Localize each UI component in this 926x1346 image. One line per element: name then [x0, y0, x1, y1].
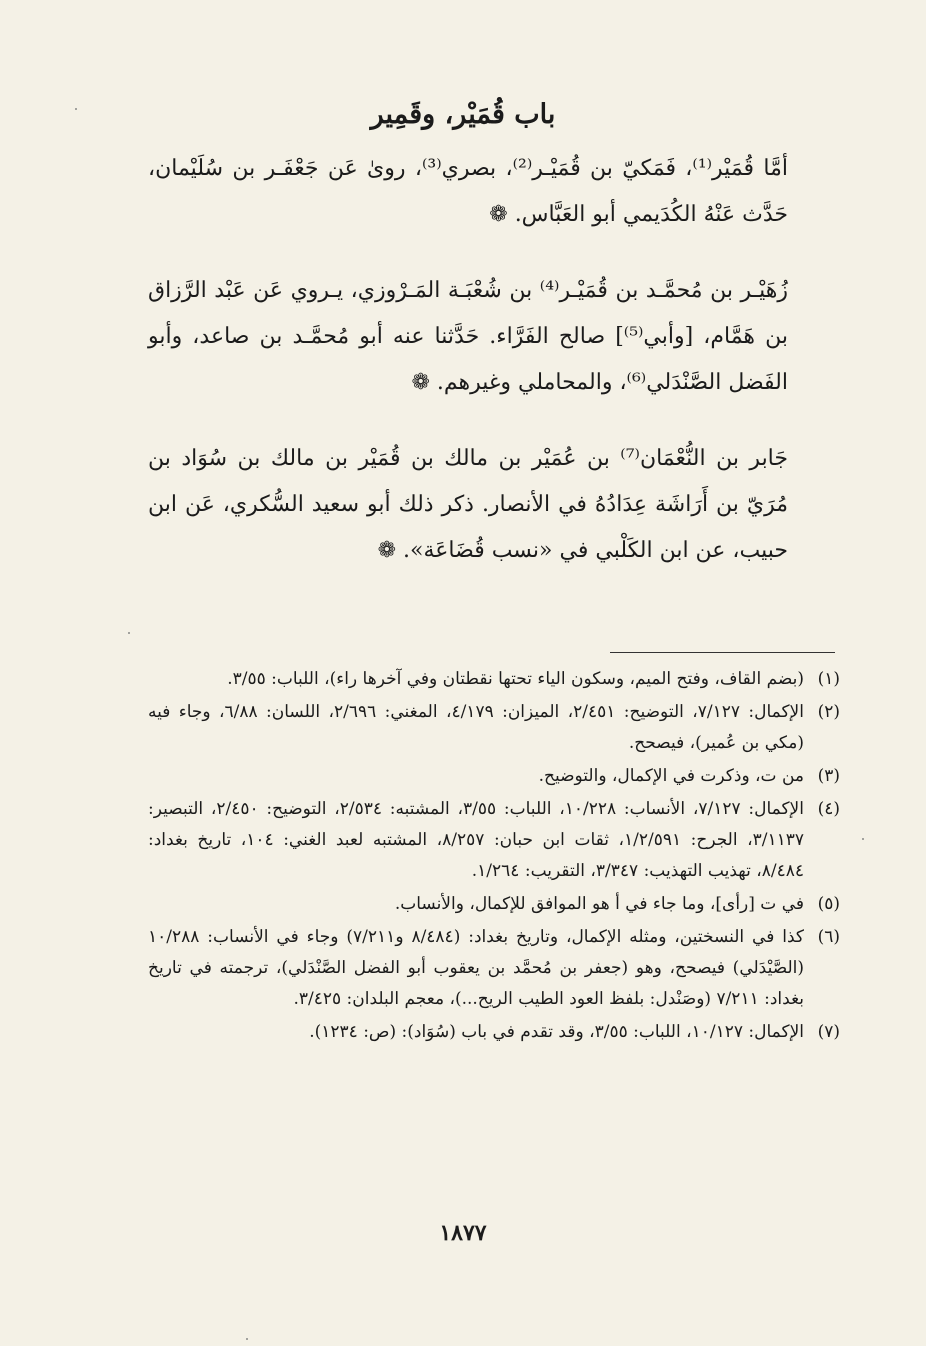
footnote-number: (٥) — [817, 894, 840, 914]
section-heading: باب قُمَيْر، وقَمِير — [370, 99, 556, 130]
entry-paragraph-2: زُهَيْـر بن مُحمَّـد بن قُمَيْـر⁽⁴⁾ بن شُعْبَـة المَـرْوزي، يـروي عَن عَبْد الرَّزاق بن هَمَّام، [وأبي⁽⁵⁾] صالح الفَرَّاء. حَدَّثنا عنه أبو مُحمَّـد بن صاعد، وأبو الفَضل الصَّنْدَلي⁽⁶⁾، والمحاملي وغيرهم. ❁ — [148, 278, 788, 395]
footnote-text: الإكمال: ١٠/١٢٧، اللباب: ٣/٥٥، وقد تقدم في باب (سُوَاد): (ص: ١٢٣٤). — [309, 1022, 804, 1042]
footnote-number: (٢) — [817, 702, 840, 722]
footnote-number: (٤) — [817, 799, 840, 819]
paper-speck — [75, 108, 77, 110]
footnote-text: في ت [رأى]، وما جاء في أ هو الموافق للإكمال، والأنساب. — [394, 894, 804, 914]
footnote — [148, 664, 840, 695]
footnote — [148, 761, 840, 792]
footnote-text: من ت، وذكرت في الإكمال، والتوضيح. — [538, 766, 804, 786]
paper-speck — [128, 632, 130, 634]
footnote-divider — [610, 652, 835, 653]
footnotes-section — [148, 664, 840, 1050]
paper-speck — [246, 1338, 248, 1340]
entry-paragraph-3: جَابر بن النُّعْمَان⁽⁷⁾ بن عُمَيْر بن مالك بن قُمَيْر بن مالك بن سُوَاد بن مُرَيّ بن أَرَاشَة عِدَادُهُ في الأنصار. ذكر ذلك أبو سعيد السُّكري، عَن ابن حبيب، عن ابن الكَلْبي في «نسب قُضَاعَة». ❁ — [148, 446, 788, 563]
footnote — [148, 922, 840, 1015]
footnote-text: الإكمال: ٧/١٢٧، التوضيح: ٢/٤٥١، الميزان: ٤/١٧٩، المغني: ٢/٦٩٦، اللسان: ٦/٨٨، وجاء فيه (مكي بن عُمير)، فيصحح. — [148, 702, 804, 753]
footnote — [148, 1017, 840, 1048]
footnote — [148, 794, 840, 887]
footnote-text: (بضم القاف، وفتح الميم، وسكون الياء تحتها نقطتان وفي آخرها راء)، اللباب: ٣/٥٥. — [227, 669, 804, 689]
footnote-number: (١) — [817, 669, 840, 689]
footnote-number: (٣) — [817, 766, 840, 786]
footnote — [148, 889, 840, 920]
page-number: ١٨٧٧ — [439, 1220, 487, 1246]
footnote-number: (٧) — [817, 1022, 840, 1042]
footnote-text: كذا في النسختين، ومثله الإكمال، وتاريخ بغداد: (٨/٤٨٤ و٧/٢١١) وجاء في الأنساب: ١٠/٢٨٨ (الصَّيْدَلي) فيصحح، وهو (جعفر بن مُحمَّد بن يعقوب أبو الفضل الصَّنْدَلي)، ترجمته في تاريخ بغداد: ٧/٢١١ (وصَنْدل: بلفظ العود الطيب الريح...)، معجم البلدان: ٣/٤٢٥. — [148, 927, 804, 1009]
footnote-number: (٦) — [817, 927, 840, 947]
footnote — [148, 697, 840, 759]
entry-paragraph-1: أمَّا قُمَيْر⁽¹⁾، فَمَكيّ بن قُمَيْـر⁽²⁾، بصري⁽³⁾، روىٰ عَن جَعْفَـر بن سُلَيْمان، حَدَّث عَنْهُ الكُدَيمي أبو العَبَّاس. ❁ — [148, 156, 788, 227]
footnote-text: الإكمال: ٧/١٢٧، الأنساب: ١٠/٢٢٨، اللباب: ٣/٥٥، المشتبه: ٢/٥٣٤، التوضيح: ٢/٤٥٠، التبصير: ٣/١١٣٧، الجرح: ١/٢/٥٩١، ثقات ابن حبان: ٨/٢٥٧، المشتبه لعبد الغني: ١٠٤، تاريخ بغداد: ٨/٤٨٤، تهذيب التهذيب: ٣/٣٤٧، التقريب: ١/٢٦٤. — [148, 799, 804, 881]
paper-speck — [862, 838, 864, 840]
